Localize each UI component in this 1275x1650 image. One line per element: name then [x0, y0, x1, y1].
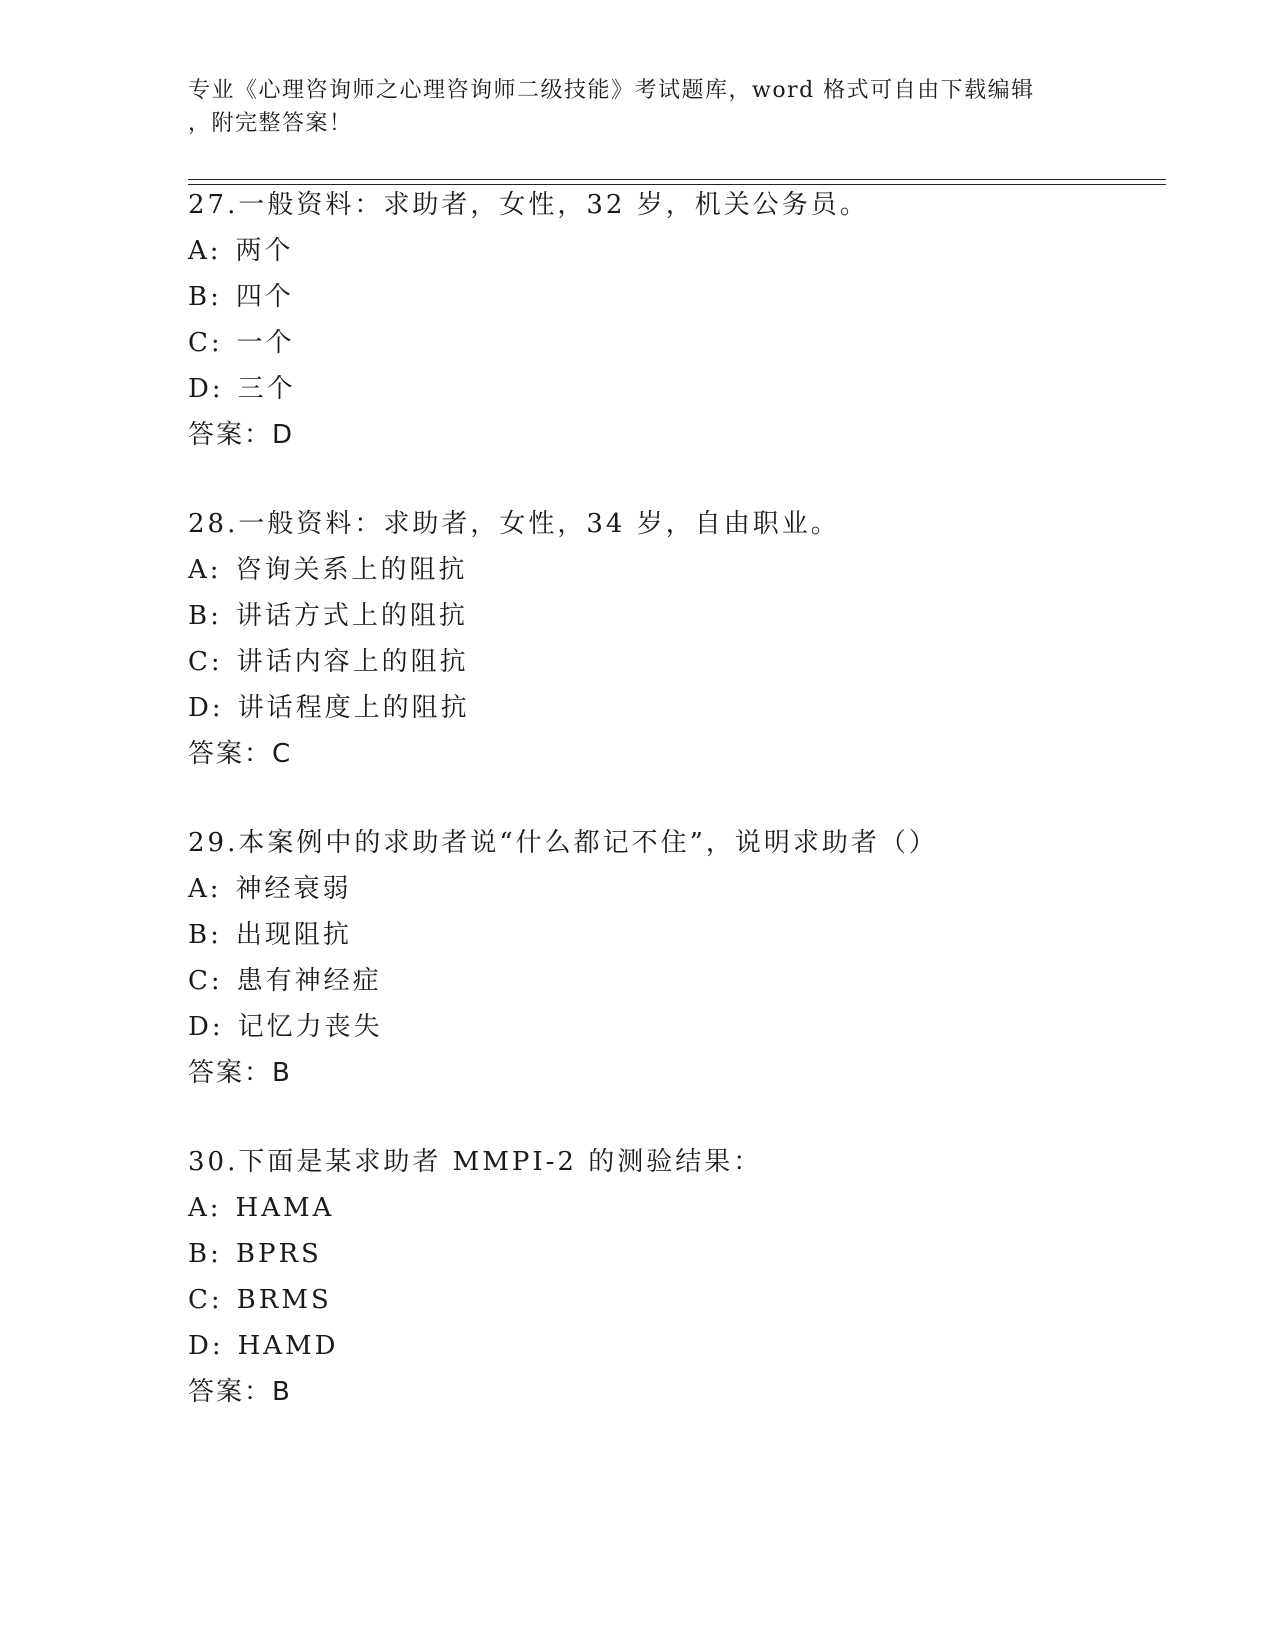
option-key: A: — [188, 555, 222, 585]
option-text: 记忆力丧失 — [237, 1012, 383, 1042]
option-text: BPRS — [235, 1239, 322, 1269]
option-text: 神经衰弱 — [235, 874, 352, 904]
option-key: D: — [188, 374, 224, 404]
option-b — [188, 1239, 1168, 1285]
option-a — [188, 236, 1168, 282]
option-key: B: — [188, 601, 222, 631]
option-key: D: — [188, 1012, 224, 1042]
question-28 — [188, 509, 1168, 769]
answer-line: 答案：D — [188, 420, 295, 450]
option-text: HAMD — [237, 1331, 339, 1361]
option-d — [188, 1012, 1168, 1058]
option-text: 讲话程度上的阻抗 — [237, 693, 470, 723]
option-a — [188, 555, 1168, 601]
question-stem: 30.下面是某求助者 MMPI-2 的测验结果： — [188, 1147, 763, 1177]
option-key: A: — [188, 236, 222, 266]
option-text: 一个 — [236, 328, 295, 358]
option-b — [188, 601, 1168, 647]
option-text: 讲话内容上的阻抗 — [236, 647, 469, 677]
option-text: 两个 — [235, 236, 294, 266]
option-key: A: — [188, 1193, 222, 1223]
option-b — [188, 920, 1168, 966]
option-key: D: — [188, 693, 224, 723]
option-key: B: — [188, 282, 222, 312]
question-stem: 29.本案例中的求助者说“什么都记不住”，说明求助者（） — [188, 828, 938, 858]
option-key: B: — [188, 920, 222, 950]
option-text: 患有神经症 — [236, 966, 382, 996]
option-text: 三个 — [237, 374, 296, 404]
header-line-1: 专业《心理咨询师之心理咨询师二级技能》考试题库，word 格式可自由下载编辑 — [188, 78, 1035, 103]
header-divider-bottom — [188, 184, 1166, 185]
option-key: C: — [188, 328, 223, 358]
option-b — [188, 282, 1168, 328]
question-27 — [188, 190, 1168, 450]
document-header — [188, 74, 1088, 140]
option-text: BRMS — [236, 1285, 332, 1315]
option-a — [188, 874, 1168, 920]
option-key: B: — [188, 1239, 222, 1269]
question-29 — [188, 828, 1168, 1088]
option-key: C: — [188, 647, 223, 677]
option-key: C: — [188, 1285, 223, 1315]
option-key: D: — [188, 1331, 224, 1361]
header-divider-top — [188, 179, 1166, 180]
option-d — [188, 693, 1168, 739]
option-d — [188, 374, 1168, 420]
option-text: 出现阻抗 — [235, 920, 352, 950]
option-text: 讲话方式上的阻抗 — [235, 601, 468, 631]
answer-line: 答案：C — [188, 739, 293, 769]
option-c — [188, 966, 1168, 1012]
option-text: 四个 — [235, 282, 294, 312]
option-key: A: — [188, 874, 222, 904]
option-c — [188, 328, 1168, 374]
option-d — [188, 1331, 1168, 1377]
header-line-2: ，附完整答案！ — [188, 111, 353, 136]
question-stem: 28.一般资料：求助者，女性，34 岁，自由职业。 — [188, 509, 840, 539]
option-c — [188, 1285, 1168, 1331]
question-30 — [188, 1147, 1168, 1407]
answer-line: 答案：B — [188, 1377, 292, 1407]
option-text: HAMA — [235, 1193, 335, 1223]
option-c — [188, 647, 1168, 693]
answer-line: 答案：B — [188, 1058, 292, 1088]
question-stem: 27.一般资料：求助者，女性，32 岁，机关公务员。 — [188, 190, 869, 220]
option-a — [188, 1193, 1168, 1239]
option-text: 咨询关系上的阻抗 — [235, 555, 468, 585]
option-key: C: — [188, 966, 223, 996]
